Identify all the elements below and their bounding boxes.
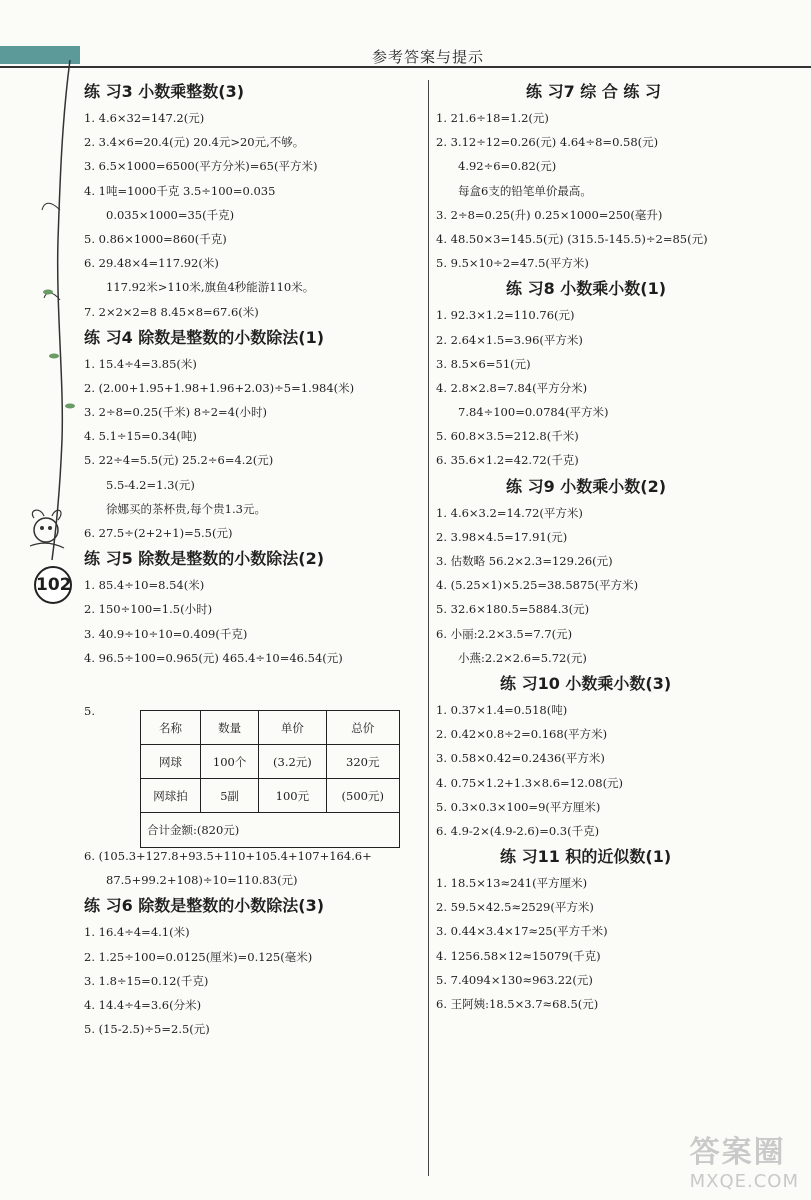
answer-line: 5. 0.3×0.3×100=9(平方厘米) [436,799,601,814]
answer-line: 117.92米>110米,旗鱼4秒能游110米。 [106,280,315,295]
price-table [140,710,400,848]
page-number: 102 [34,566,72,604]
vine-decoration-icon [0,60,84,580]
table-cell: 网球 [141,745,201,779]
answer-line: 6. 35.6×1.2=42.72(千克) [436,453,579,468]
table-row [141,779,400,813]
answer-line: 3. 0.44×3.4×17≈25(平方千米) [436,924,608,939]
answer-line: 2. 3.4×6=20.4(元) 20.4元>20元,不够。 [84,135,305,150]
table-cell: 100元 [259,779,326,813]
answer-line: 2. 0.42×0.8÷2=0.168(平方米) [436,727,608,742]
section-title-exercise-10: 练 习10 小数乘小数(3) [500,673,672,693]
answer-line: 4. 96.5÷100=0.965(元) 465.4÷10=46.54(元) [84,650,343,665]
watermark [690,1127,799,1192]
table-row [141,745,400,779]
table-cell: (500元) [326,779,399,813]
answer-line: 3. 2÷8=0.25(千米) 8÷2=4(小时) [84,405,267,420]
answer-line: 5. 22÷4=5.5(元) 25.2÷6=4.2(元) [84,453,274,468]
answer-line: 2. 1.25÷100=0.0125(厘米)=0.125(毫米) [84,949,313,964]
answer-line: 6. 王阿姨:18.5×3.7≈68.5(元) [436,997,599,1011]
table-header-row [141,711,400,745]
answer-line: 1. 85.4÷10=8.54(米) [84,578,205,593]
answer-line: 1. 21.6÷18=1.2(元) [436,111,549,125]
right-column [436,78,808,1016]
answer-line: 1. 4.6×32=147.2(元) [84,111,205,125]
table-cell: 5副 [201,779,259,813]
answer-line: 5. 60.8×3.5=212.8(千米) [436,429,579,444]
answer-line: 3. 0.58×0.42=0.2436(平方米) [436,751,605,766]
section-title-exercise-7: 练 习7 综 合 练 习 [526,82,661,101]
answer-line: 1. 0.37×1.4=0.518(吨) [436,702,568,717]
answer-line: 5. 0.86×1000=860(千克) [84,231,227,246]
section-title-exercise-6: 练 习6 除数是整数的小数除法(3) [84,896,325,916]
answer-line: 3. 40.9÷10÷10=0.409(千克) [84,626,248,641]
column-divider [428,80,429,1176]
answer-line: 2. 150÷100=1.5(小时) [84,602,213,617]
answer-line: 7.84÷100=0.0784(平方米) [458,405,609,420]
answer-line: 2. (2.00+1.95+1.98+1.96+2.03)÷5=1.984(米) [84,380,355,395]
left-column [84,78,424,670]
table-cell: 网球拍 [141,779,201,813]
table-header-cell: 单价 [259,711,326,745]
answer-line: 7. 2×2×2=8 8.45×8=67.6(米) [84,304,259,319]
section-title-exercise-4: 练 习4 除数是整数的小数除法(1) [84,327,325,347]
table-cell: 100个 [201,745,259,779]
answer-line: 4. 48.50×3=145.5(元) (315.5-145.5)÷2=85(元) [436,231,708,246]
answer-line: 6. 27.5÷(2+2+1)=5.5(元) [84,526,233,540]
table-header-cell: 数量 [201,711,259,745]
header-rule [0,66,811,68]
answer-line: 3. 2÷8=0.25(升) 0.25×1000=250(毫升) [436,207,663,222]
answer-line: 4. 1256.58×12≈15079(千克) [436,948,601,963]
answer-line: 1. 15.4÷4=3.85(米) [84,356,197,371]
answer-line: 4. 2.8×2.8=7.84(平方分米) [436,380,588,395]
answer-line: 徐娜买的茶杯贵,每个贵1.3元。 [106,501,266,516]
answer-line: 小燕:2.2×2.6=5.72(元) [458,650,587,665]
watermark-logo-text: 答案圈 [689,1135,786,1170]
table-cell: (3.2元) [259,745,326,779]
answer-line: 2. 3.98×4.5=17.91(元) [436,529,568,544]
answer-line: 3. 8.5×6=51(元) [436,356,531,371]
left-column-lower [84,844,424,1041]
answer-line: 1. 4.6×3.2=14.72(平方米) [436,505,583,520]
answer-line: 6. 小丽:2.2×3.5=7.7(元) [436,626,573,641]
answer-line: 3. 估数略 56.2×2.3=129.26(元) [436,554,613,568]
answer-line: 6. 29.48×4=117.92(米) [84,256,219,271]
answer-line: 4. 0.75×1.2+1.3×8.6=12.08(元) [436,775,624,790]
answer-line: 5. 9.5×10÷2=47.5(平方米) [436,256,589,271]
answer-line: 87.5+99.2+108)÷10=110.83(元) [106,873,298,888]
page-header [0,46,811,70]
answer-line: 4. 14.4÷4=3.6(分米) [84,997,202,1012]
table-cell: 320元 [326,745,399,779]
answer-line: 2. 2.64×1.5=3.96(平方米) [436,332,583,347]
section-title-exercise-8: 练 习8 小数乘小数(1) [506,279,667,299]
answer-line: 2. 3.12÷12=0.26(元) 4.64÷8=0.58(元) [436,135,659,150]
answer-line: 5. 7.4094×130≈963.22(元) [436,972,593,987]
question-5-label: 5. [84,704,95,718]
answer-line: 4. 5.1÷15=0.34(吨) [84,429,197,444]
answer-line: 6. 4.9-2×(4.9-2.6)=0.3(千克) [436,823,600,838]
section-title-exercise-9: 练 习9 小数乘小数(2) [506,476,667,496]
answer-line: 6. (105.3+127.8+93.5+110+105.4+107+164.6+ [84,849,372,863]
answer-line: 1. 16.4÷4=4.1(米) [84,925,190,940]
answer-line: 每盒6支的铅笔单价最高。 [458,183,592,198]
answer-line: 1. 18.5×13≈241(平方厘米) [436,876,588,891]
answer-line: 4. 1吨=1000千克 3.5÷100=0.035 [84,183,276,198]
answer-line: 5.5-4.2=1.3(元) [106,477,195,492]
answer-line: 1. 92.3×1.2=110.76(元) [436,308,575,323]
answer-line: 3. 1.8÷15=0.12(千克) [84,973,209,988]
header-title: 参考答案与提示 [372,48,485,66]
section-title-exercise-5: 练 习5 除数是整数的小数除法(2) [84,549,325,569]
section-title-exercise-11: 练 习11 积的近似数(1) [500,847,672,867]
answer-line: 4.92÷6=0.82(元) [458,159,557,174]
answer-line: 2. 59.5×42.5≈2529(平方米) [436,900,594,915]
table-header-cell: 名称 [141,711,201,745]
answer-line: 0.035×1000=35(千克) [106,207,235,222]
answer-line: 3. 6.5×1000=6500(平方分米)=65(平方米) [84,159,318,174]
section-title-exercise-3: 练 习3 小数乘整数(3) [84,82,245,101]
watermark-url: MXQE.COM [689,1171,799,1192]
answer-line: 4. (5.25×1)×5.25=38.5875(平方米) [436,578,639,593]
answer-line: 5. 32.6×180.5=5884.3(元) [436,602,590,617]
table-total-row [141,813,400,848]
answer-line: 5. (15-2.5)÷5=2.5(元) [84,1022,210,1037]
table-total-cell: 合计金额:(820元) [141,813,400,848]
table-header-cell: 总价 [326,711,399,745]
